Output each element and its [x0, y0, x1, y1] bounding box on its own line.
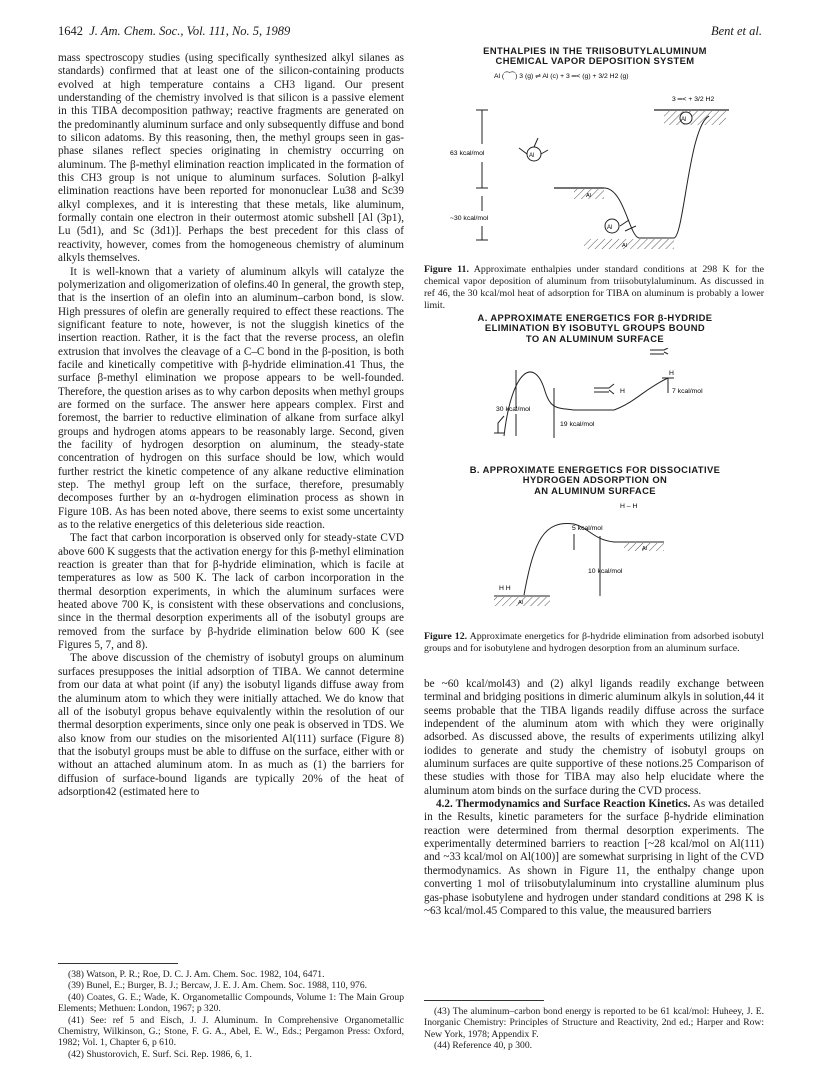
figure12b-title-line: HYDROGEN ADSORPTION ON	[522, 474, 668, 486]
paragraph: The fact that carbon incorporation is observed only for steady-state CVD above 600 K suggests that the activation energy for this β-methyl elimination reaction is greater than that for β-hydride elimination, which is facile at temperatures as low as 500 K. The lack of carbon incorporation in the thermal desorption experiments, in which the aluminum surfaces were heated above 700 K, is consistent with these observations and conclusions, since in the thermal desorption experiments all of the isobutyl groups are removed from the surface by β-hydride elimination below 600 K (see Figures 5, 7, and 8).	[58, 532, 404, 652]
label-5: 5 kcal/mol	[572, 525, 603, 532]
h-label: H	[620, 388, 625, 395]
caption-text: Approximate enthalpies under standard conditions at 298 K for the chemical vapor deposition of aluminum from triisobutylaluminum. As discussed in ref 46, the 30 kcal/mol heat of adsorption for TIBA on aluminum is probably a lower limit.	[424, 264, 764, 311]
figure12b-diagram	[424, 500, 764, 630]
al-label: Al	[586, 193, 591, 199]
figure12b-title	[430, 465, 760, 496]
figure11-title	[440, 46, 750, 67]
paragraph-text: As was detailed in the Results, kinetic parameters for the surface β-hydride elimination reaction were determined from thermal desorption experiments. The experimentally determined barriers to reaction [~28 kcal/mol on Al(111) and ~33 kcal/mol on Al(100)] are somewhat surprising in light of the CVD thermodynamics. As shown in Figure 11, the enthalpy change upon converting 1 mol of triisobutylaluminum into crystalline aluminum plus gas-phase isobutylene and hydrogen under standard conditions at 298 K is ~63 kcal/mol.45 Compared to this value, the meausured barriers	[424, 798, 764, 917]
figure11-diagram	[424, 66, 764, 256]
section-heading: 4.2. Thermodynamics and Surface Reaction Kinetics.	[436, 798, 691, 811]
label-19: 19 kcal/mol	[560, 421, 595, 428]
footnote: (39) Bunel, E.; Burger, B. J.; Bercaw, J. E. J. Am. Chem. Soc. 1988, 110, 976.	[68, 980, 368, 992]
al-label: Al	[642, 546, 647, 552]
journal-citation: J. Am. Chem. Soc., Vol. 111, No. 5, 1989	[89, 24, 291, 38]
al-label: Al	[607, 225, 613, 231]
footnotes-left	[58, 969, 404, 1060]
caption-label: Figure 11.	[424, 264, 469, 275]
footnote-rule	[424, 1000, 544, 1001]
figure11-equation: Al (⁀⁀) 3 (g) ⇌ Al (c) + 3 ═< (g) + 3/2 H2 (g)	[494, 73, 629, 80]
figure12a-title-line: A. APPROXIMATE ENERGETICS FOR β-HYDRIDE	[477, 312, 713, 323]
paragraph: It is well-known that a variety of aluminum alkyls will catalyze the polymerization and oligomerization of olefins.40 In general, the growth step, that is the insertion of an olefin into an aluminum–carbon bond, is slow. High pressures of olefin are generally required to effect these reactions. The significant feature to note, however, is not the sluggish kinetics of the insertion reaction. Rather, it is the fact that the reverse process, an olefin extrusion that involves the cleavage of a C–C bond in the β-position, is both facile and kinetically competitive with β-hydride elimination.41 Thus, the surface β-methyl elimination we propose appears to be well-founded. Therefore, the question arises as to why carbon deposits when methyl groups are formed on the surface. The answer here appears complex. First and foremost, the barrier to reductive elimination of alkane from surface alkyl groups and hydrogen atoms appears to be reasonably large. Second, given the facility of hydrogen desorption on aluminum, the steady-state concentration of hydrogen on this surface should be low, which would further restrict the kinetic competence of any alkane reductive elimination step. The methyl group left on the surface, therefore, presumably decomposes further by an α-hydrogen elimination process as shown in Figure 10B. As has been noted above, there seems to exist some uncertainty as to the relative energetics of this deleterious side reaction.	[58, 265, 404, 532]
figure11-product-label: 3 ═< + 3/2 H2	[672, 96, 715, 103]
paragraph: be ~60 kcal/mol43) and (2) alkyl ligands readily exchange between terminal and bridging positions in dimeric aluminum alkyls in solution,44 it seems probable that the TIBA ligands readily diffuse across the surface independent of the aluminum atom with which they were originally adsorbed. As discussed above, the results of experiments utilizing alkyl iodides to generate and study the chemistry of isobutyl groups on aluminum surfaces are quite supportive of these notions.25 Comparison of these studies with those for TIBA may also help elucidate where the aluminum atom binds on the surface during the CVD process.	[424, 678, 764, 797]
caption-label: Figure 12.	[424, 631, 468, 642]
al-label: Al	[622, 243, 627, 249]
footnote: (40) Coates, G. E.; Wade, K. Organometallic Compounds, Volume 1: The Main Group Elements; Methuen: London, 1967; p 320.	[58, 991, 404, 1015]
footnote: (41) See: ref 5 and Eisch, J. J. Aluminum. In Comprehensive Organometallic Chemistry, Wilkinson, G.; Stone, F. G. A., Abel, E. W., Eds.; Pergamon Press: Oxford, 1982; Vol. 1, Chapter 6, p 610.	[58, 1014, 404, 1049]
footnotes-right	[424, 1006, 764, 1052]
header-left	[58, 24, 290, 39]
label-30-kcal: 30 kcal/mol	[496, 406, 531, 413]
footnote: (42) Shustorovich, E. Surf. Sci. Rep. 1986, 6, 1.	[68, 1048, 252, 1060]
figure12-caption	[424, 631, 764, 655]
footnote: (38) Watson, P. R.; Roe, D. C. J. Am. Chem. Soc. 1982, 104, 6471.	[68, 969, 325, 980]
page-number: 1642	[58, 24, 83, 38]
hh-bottom-label: H H	[499, 585, 511, 592]
running-header	[58, 24, 762, 42]
figure12a-title	[430, 313, 760, 344]
aluminum-surface-hatch	[584, 239, 674, 249]
al-label: Al	[518, 600, 523, 606]
h-label: H	[669, 370, 674, 377]
aluminum-surface-hatch	[664, 111, 726, 125]
figure11-caption	[424, 264, 764, 312]
label-10: 10 kcal/mol	[588, 568, 623, 575]
paragraph: mass spectroscopy studies (using specifically synthesized alkyl silanes as standards) confirmed that at least one of the silicon-containing products evolved at high temperature contains a CH3 ligand. Our present understanding of the chemistry involved is that silicon is a passive element in this TIBA decomposition pathway; reactive fragments are generated on the predominantly aluminum surface and only subsequently diffuse and bond to silicon adatoms. By this reasoning, then, the methyl groups seen in gas-phase silanes reflect species originating in chemistry occurring on aluminum. The β-methyl elimination reaction implicated in the formation of this CH3 group is not unique to aluminum surfaces. Solution β-alkyl elimination reactions have been reported for mononuclear Lu38 and Sc39 alkyl complexes, and it is interesting that these metals, like aluminum, formally contain one electron in their outermost atomic subshell [Al (3p1), Lu (5d1), and Sc (3d1)]. Perhaps the best precedent for this class of reactivity, however, comes from the homogeneous chemistry of aluminum alkyls themselves.	[58, 52, 404, 265]
footnote-rule	[58, 963, 178, 964]
right-column	[424, 678, 764, 918]
hh-label: H – H	[620, 503, 638, 510]
figure11-title-line: ENTHALPIES IN THE TRIISOBUTYLALUMINUM	[483, 45, 707, 56]
figure12a-diagram	[424, 348, 764, 460]
left-column	[58, 52, 404, 799]
figure12b-title-line: B. APPROXIMATE ENERGETICS FOR DISSOCIATIVE	[469, 464, 721, 475]
header-authors: Bent et al.	[710, 24, 762, 38]
al-label: Al	[529, 153, 535, 159]
figure12a-title-line: ELIMINATION BY ISOBUTYL GROUPS BOUND	[484, 322, 706, 334]
paragraph	[424, 798, 764, 918]
label-63: 63 kcal/mol	[450, 150, 485, 157]
footnote: (44) Reference 40, p 300.	[434, 1040, 533, 1052]
label-30: ~30 kcal/mol	[450, 215, 489, 222]
footnote: (43) The aluminum–carbon bond energy is reported to be 61 kcal/mol: Huheey, J. E. Inorganic Chemistry: Principles of Structure and Reactivity, 2nd ed.; Harper and Row: New York, 1978; Appendix F.	[424, 1006, 764, 1040]
figure11-title-line: CHEMICAL VAPOR DEPOSITION SYSTEM	[495, 55, 695, 67]
figure12b-title-line: AN ALUMINUM SURFACE	[534, 484, 656, 496]
figure12a-title-line: TO AN ALUMINUM SURFACE	[525, 332, 665, 344]
al-label: Al	[681, 117, 687, 123]
paragraph: The above discussion of the chemistry of isobutyl groups on aluminum surfaces presupposes the initial adsorption of TIBA. We cannot determine from our data at what point (if any) the isobutyl ligands diffuse away from the aluminum atom to which they were initially attached. We do know that all of the isobutyl gropus behave equivalently within the resolution of our thermal desorption experiments, since only one peak is observed in TDS. We also know from our studies on the misoriented Al(111) surface (Figure 8) that the isobutyl groups must be able to diffuse on the surface, either with or without an attached aluminum atom. In as much as (1) the barriers for diffusion of surface-bound ligands are typically 20% of the heat of adsorption42 (estimated here to	[58, 652, 404, 798]
caption-text: Approximate energetics for β-hydride elimination from adsorbed isobutyl groups and for isobutylene and hydrogen desorption from an aluminum surface.	[424, 631, 764, 654]
label-7: 7 kcal/mol	[672, 388, 703, 395]
